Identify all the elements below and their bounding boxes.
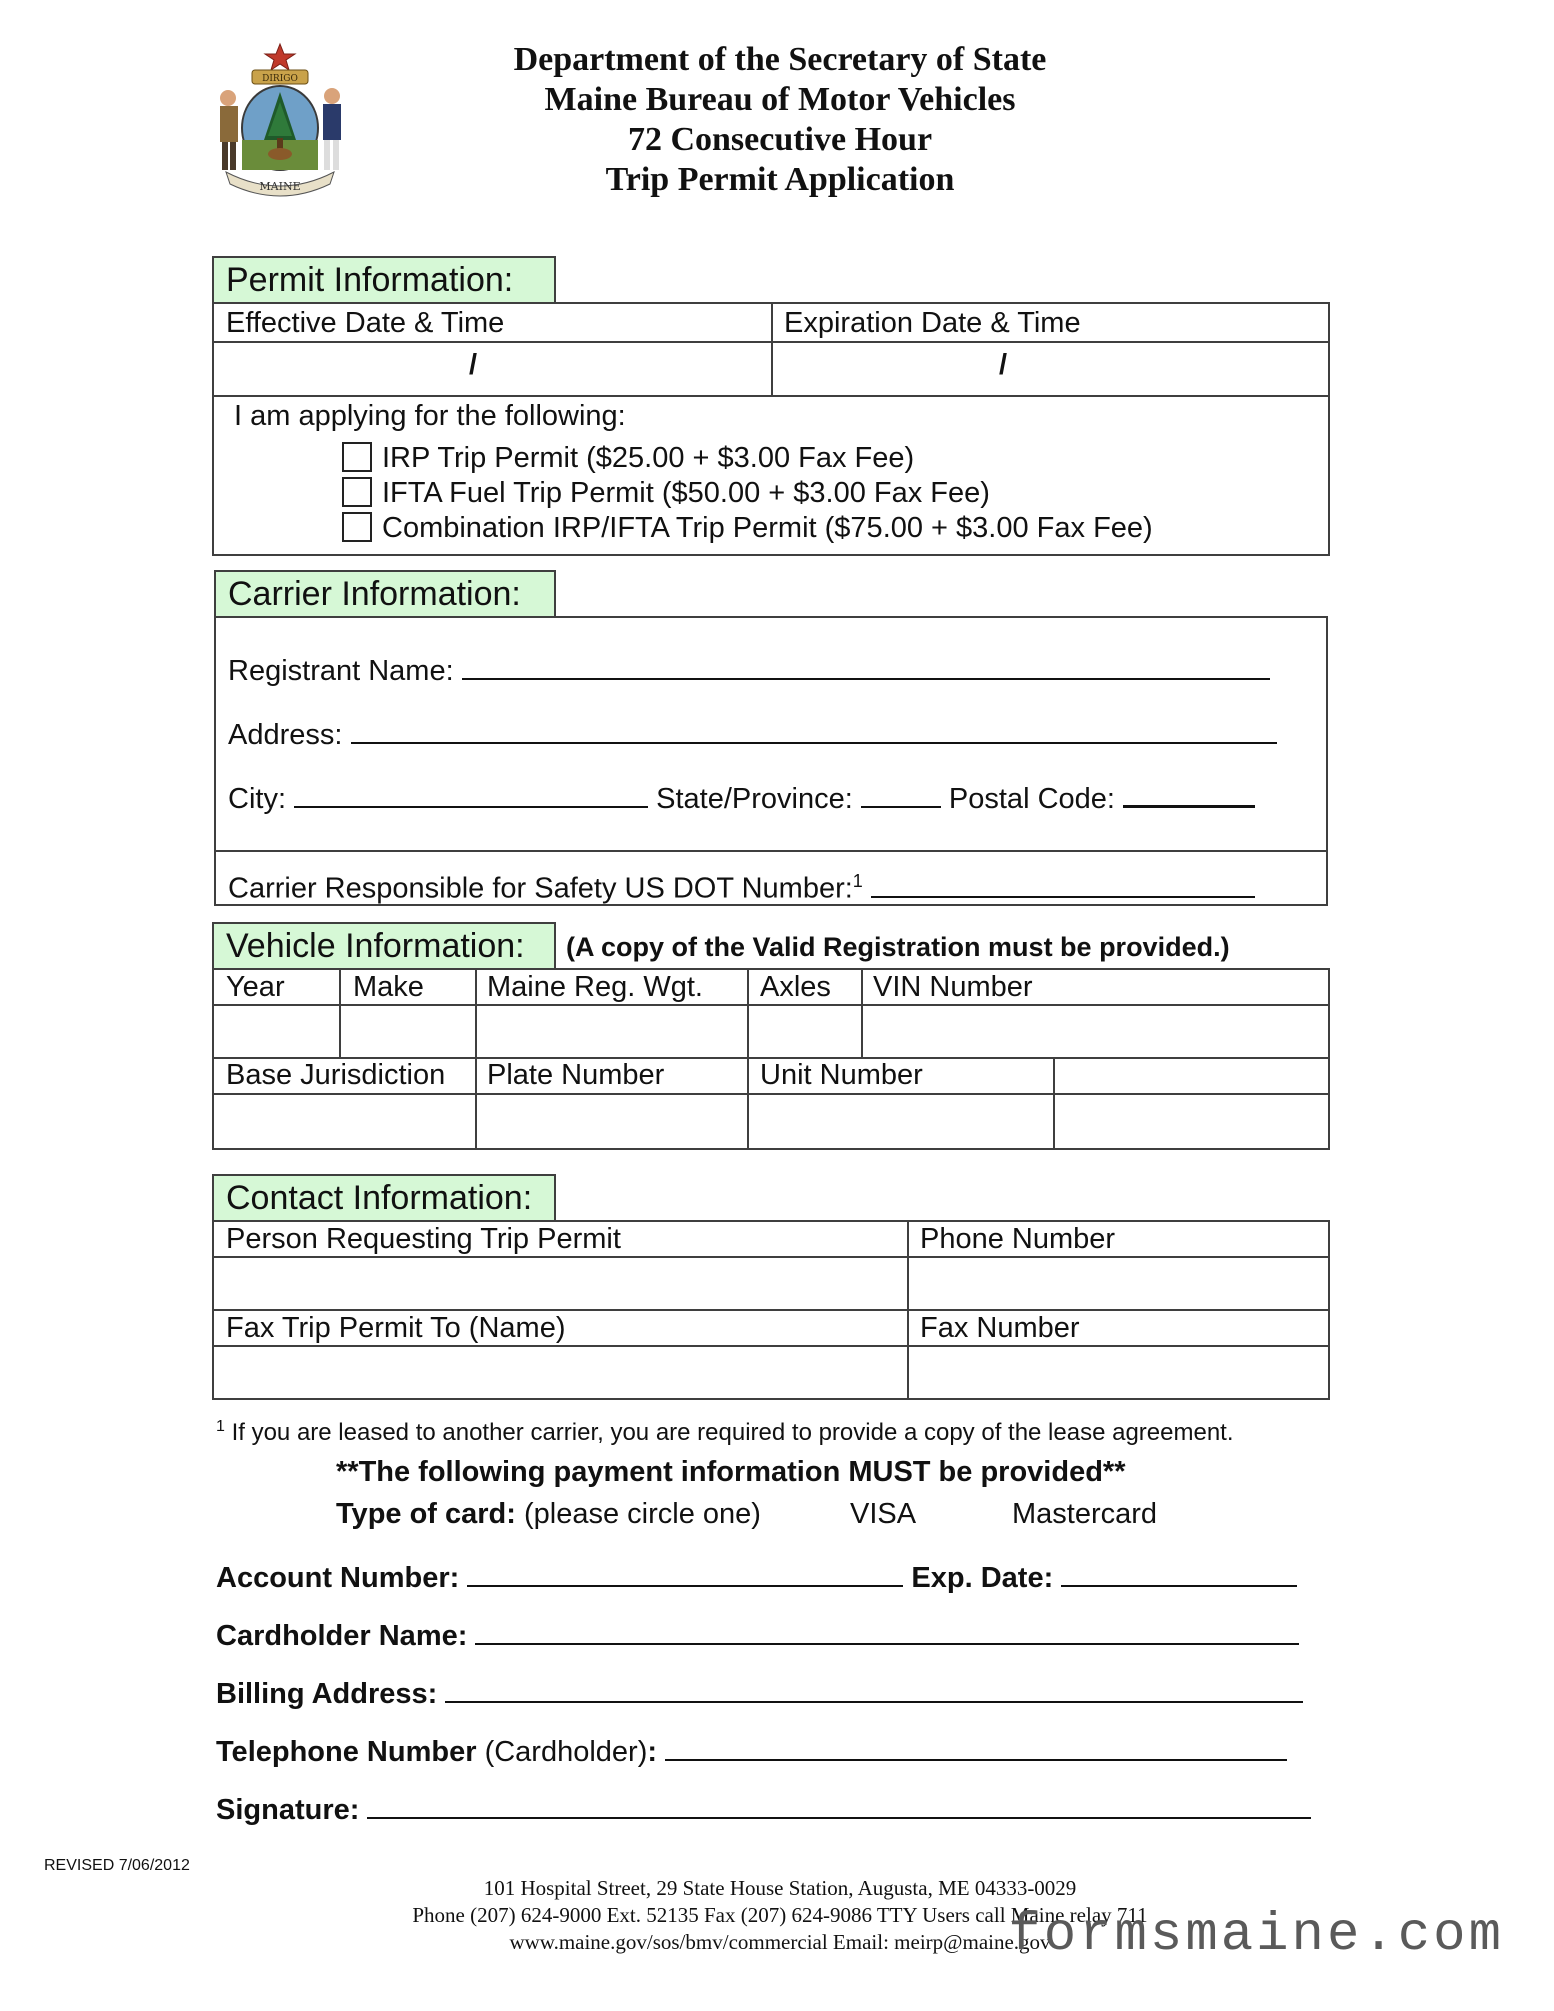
address-row [228,718,1277,752]
expiration-date-label: Expiration Date & Time [784,307,1081,339]
option-combination[interactable] [342,511,1153,545]
cardholder-name-label: Cardholder Name: [216,1620,468,1652]
effective-date-label: Effective Date & Time [226,307,505,339]
watermark: formsmaine.com [1008,1905,1504,1966]
person-requesting-label: Person Requesting Trip Permit [226,1223,621,1255]
card-type-label: Type of card: [336,1498,516,1530]
cardholder-name-field[interactable] [475,1621,1299,1645]
vin-label: VIN Number [873,971,1033,1003]
plate-number-field[interactable] [477,1095,745,1148]
signature-field[interactable] [367,1795,1311,1819]
make-label: Make [353,971,424,1003]
phone-number-field[interactable] [909,1258,1327,1308]
telephone-field[interactable] [665,1737,1287,1761]
city-row [228,782,1255,816]
card-type-row [336,1496,761,1532]
footnote-text: If you are leased to another carrier, you are required to provide a copy of the lease agreement. [231,1419,1234,1446]
card-type-hint: (please circle one) [524,1498,761,1530]
account-row [216,1560,1297,1596]
fax-number-label: Fax Number [920,1312,1080,1344]
footer-address: 101 Hospital Street, 29 State House Station, Augusta, ME 04333-0029 [483,1876,1077,1900]
signature-label: Signature: [216,1794,360,1826]
year-field[interactable] [214,1006,338,1056]
year-label: Year [226,971,285,1003]
address-label: Address: [228,719,343,751]
option-ifta-label: IFTA Fuel Trip Permit ($50.00 + $3.00 Fax Fee) [382,477,990,509]
footer-web-email: www.maine.gov/sos/bmv/commercial Email: meirp@maine.gov [509,1930,1051,1954]
footer-phone: Phone (207) 624-9000 Ext. 52135 Fax (207) 624-9086 TTY Users call Maine relay 711 [412,1903,1148,1927]
dot-row [228,864,1255,906]
carrier-section-title: Carrier Information: [214,570,556,618]
telephone-hint: (Cardholder) [484,1736,648,1768]
weight-label: Maine Reg. Wgt. [487,971,703,1003]
applying-label: I am applying for the following: [234,400,626,432]
dot-number-field[interactable] [871,874,1255,898]
state-label: State/Province: [656,783,853,815]
axles-label: Axles [760,971,831,1003]
fax-to-label: Fax Trip Permit To (Name) [226,1312,566,1344]
postal-field[interactable] [1123,783,1255,808]
state-field[interactable] [861,784,941,808]
unit-number-label: Unit Number [760,1059,923,1091]
dot-label: Carrier Responsible for Safety US DOT Number: [228,872,853,905]
cardholder-row [216,1618,1299,1654]
effective-date-field[interactable]: / [469,349,478,381]
make-field[interactable] [341,1006,473,1056]
seal-ribbon-text: MAINE [259,180,301,193]
registrant-name-label: Registrant Name: [228,655,454,687]
city-label: City: [228,783,286,815]
billing-address-field[interactable] [445,1679,1303,1703]
telephone-label: Telephone Number [216,1736,477,1768]
maine-state-seal [210,40,350,200]
visa-option[interactable]: VISA [850,1498,917,1530]
address-field[interactable] [351,720,1277,744]
expiration-date-field[interactable]: / [999,349,1008,381]
telephone-colon: : [647,1736,658,1768]
revised-date: REVISED 7/06/2012 [44,1857,190,1874]
base-jurisdiction-field[interactable] [214,1095,473,1148]
seal-banner-text: DIRIGO [262,74,298,84]
ifta-checkbox[interactable] [342,477,372,507]
option-combination-label: Combination IRP/IFTA Trip Permit ($75.00 + $3.00 Fax Fee) [382,512,1153,544]
fax-number-field[interactable] [909,1347,1327,1398]
base-jurisdiction-label: Base Jurisdiction [226,1059,446,1091]
account-number-label: Account Number: [216,1562,460,1594]
registrant-name-field[interactable] [462,656,1270,680]
header-line-4: Trip Permit Application [605,161,955,198]
header-line-1: Department of the Secretary of State [513,41,1047,78]
contact-section-title: Contact Information: [212,1174,556,1222]
option-ifta[interactable] [342,476,990,510]
postal-label: Postal Code: [948,783,1115,815]
header-line-3: 72 Consecutive Hour [627,121,933,158]
registrant-name-row [228,654,1270,688]
exp-date-field[interactable] [1061,1563,1297,1587]
combination-checkbox[interactable] [342,512,372,542]
city-field[interactable] [294,784,648,808]
dot-footnote-mark: 1 [852,871,863,891]
vehicle-registration-note: (A copy of the Valid Registration must be provided.) [566,932,1230,962]
signature-row [216,1792,1311,1828]
permit-section-title: Permit Information: [212,256,556,304]
option-irp[interactable] [342,441,914,475]
billing-row [216,1676,1303,1712]
unit-number-field[interactable] [749,1095,1051,1148]
person-requesting-field[interactable] [214,1258,905,1308]
header-line-2: Maine Bureau of Motor Vehicles [544,81,1016,118]
fax-to-field[interactable] [214,1347,905,1398]
billing-address-label: Billing Address: [216,1678,438,1710]
footnote-mark: 1 [216,1418,225,1435]
account-number-field[interactable] [467,1563,903,1587]
irp-checkbox[interactable] [342,442,372,472]
document-header [400,40,1160,200]
mastercard-option[interactable]: Mastercard [1012,1498,1158,1530]
vehicle-section-title: Vehicle Information: [212,922,556,970]
option-irp-label: IRP Trip Permit ($25.00 + $3.00 Fax Fee) [382,442,915,474]
lease-footnote [216,1410,1234,1450]
phone-number-label: Phone Number [920,1223,1116,1255]
exp-date-label: Exp. Date: [911,1562,1054,1594]
payment-notice: **The following payment information MUST be provided** [336,1456,1126,1488]
telephone-row [216,1734,1287,1770]
vin-field[interactable] [863,1006,1327,1056]
weight-field[interactable] [477,1006,745,1056]
axles-field[interactable] [749,1006,859,1056]
plate-number-label: Plate Number [487,1059,665,1091]
